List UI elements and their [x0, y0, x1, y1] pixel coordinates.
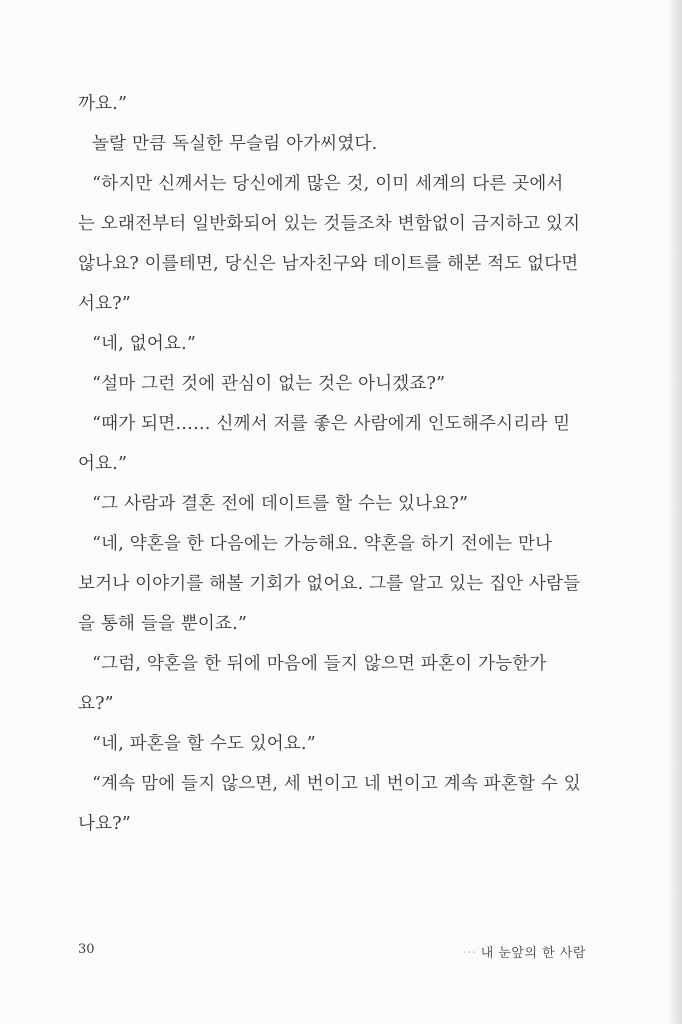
text-line: 을 통해 들을 뿐이죠.” — [78, 614, 248, 634]
text-line: 놀랄 만큼 독실한 무슬림 아가씨였다. — [92, 134, 378, 154]
book-title: 내 눈앞의 한 사람 — [480, 946, 586, 961]
running-header — [463, 942, 586, 961]
text-line: 어요.” — [78, 454, 128, 474]
text-line: 않나요? 이를테면, 당신은 남자친구와 데이트를 해본 적도 없다면 — [78, 254, 579, 274]
text-line: “계속 맘에 들지 않으면, 세 번이고 네 번이고 계속 파혼할 수 있 — [92, 774, 581, 794]
text-line: 는 오래전부터 일반화되어 있는 것들조차 변함없이 금지하고 있지 — [78, 214, 581, 234]
text-line: “네, 약혼을 한 다음에는 가능해요. 약혼을 하기 전에는 만나 — [92, 534, 553, 554]
text-line: “그 사람과 결혼 전에 데이트를 할 수는 있나요?” — [92, 494, 469, 514]
text-line: “하지만 신께서는 당신에게 많은 것, 이미 세계의 다른 곳에서 — [92, 174, 564, 194]
body-text — [78, 84, 586, 844]
text-line: 요?” — [78, 694, 114, 714]
text-line: 서요?” — [78, 294, 131, 314]
running-header-dots: ··· — [462, 946, 477, 961]
text-line: 까요.” — [78, 94, 128, 114]
text-line: “네, 없어요.” — [92, 334, 197, 354]
text-line: “네, 파혼을 할 수도 있어요.” — [92, 734, 316, 754]
text-line: “설마 그런 것에 관심이 없는 것은 아니겠죠?” — [92, 374, 446, 394]
page-gutter-shadow — [668, 0, 682, 1024]
text-line: 보거나 이야기를 해볼 기회가 없어요. 그를 알고 있는 집안 사람들 — [78, 574, 581, 594]
text-line: “그럼, 약혼을 한 뒤에 마음에 들지 않으면 파혼이 가능한가 — [92, 654, 547, 674]
text-line: “때가 되면…… 신께서 저를 좋은 사람에게 인도해주시리라 믿 — [92, 414, 571, 434]
text-line: 나요?” — [78, 814, 131, 834]
page-number: 30 — [78, 942, 95, 957]
